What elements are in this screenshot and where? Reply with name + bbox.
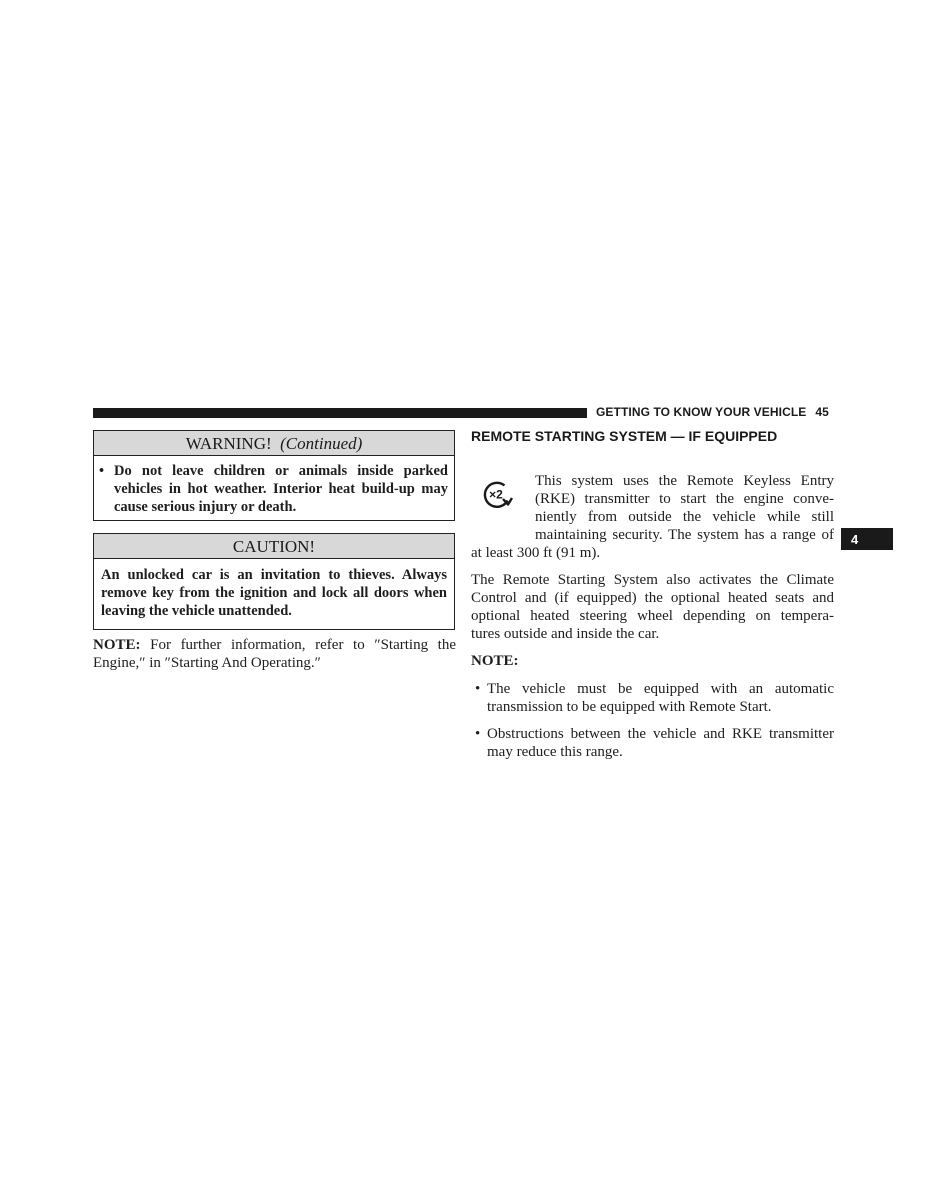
bullet-dot: •: [475, 726, 481, 742]
left-note: [93, 636, 456, 672]
climate-line: Control and (if equipped) the optional heated seats and: [471, 590, 834, 606]
caution-title: CAUTION!: [232, 537, 316, 556]
intro-line: niently from outside the vehicle while still: [535, 509, 834, 525]
caution-box: [93, 533, 455, 630]
climate-line: The Remote Starting System also activates the Climate: [471, 572, 834, 588]
header-rule: [93, 408, 587, 418]
warning-bullet: [94, 456, 454, 516]
note-heading: NOTE:: [471, 653, 519, 669]
left-note-label: NOTE:: [93, 637, 141, 653]
bullet-line: may reduce this range.: [487, 744, 623, 760]
warning-box: [93, 430, 455, 521]
remote-start-x2-icon: [474, 476, 520, 516]
note-bullet: [471, 680, 834, 716]
section-title: REMOTE STARTING SYSTEM — IF EQUIPPED: [471, 428, 778, 444]
caution-header: [94, 534, 454, 559]
warning-bullet-text: Do not leave children or animals inside parked vehicles in hot weather. Interior heat build-up may cause serious injury or death.: [114, 463, 448, 515]
bullet-dot: •: [475, 681, 481, 697]
intro-continuation: at least 300 ft (91 m).: [471, 545, 601, 561]
running-head-section: GETTING TO KNOW YOUR VEHICLE: [596, 405, 807, 419]
bullet-line: transmission to be equipped with Remote Start.: [487, 699, 772, 715]
warning-title: WARNING!: [185, 434, 272, 453]
climate-line: optional heated steering wheel depending on tempera-: [471, 608, 834, 624]
warning-subtitle: (Continued): [280, 434, 363, 453]
intro-line: This system uses the Remote Keyless Entry: [535, 473, 834, 489]
caution-body: An unlocked car is an invitation to thieves. Always remove key from the ignition and lock all doors when leaving the vehicle unattended.: [101, 567, 447, 619]
intro-line: (RKE) transmitter to start the engine conve-: [535, 491, 834, 507]
intro-line: maintaining security. The system has a range of: [535, 527, 834, 543]
page-number: 45: [815, 405, 829, 419]
bullet-line: The vehicle must be equipped with an automatic: [487, 681, 834, 697]
bullet-line: Obstructions between the vehicle and RKE transmitter: [487, 726, 834, 742]
left-note-text: For further information, refer to ″Starting the Engine,″ in ″Starting And Operating.″: [93, 637, 456, 671]
bullet-dot: •: [99, 463, 105, 479]
note-bullet: [471, 725, 834, 761]
remote-icon-label: ×2: [489, 487, 503, 502]
intro-paragraph: [535, 472, 834, 544]
climate-paragraph: [471, 571, 834, 643]
running-head: [596, 405, 829, 419]
warning-header: [94, 431, 454, 456]
climate-line: tures outside and inside the car.: [471, 626, 660, 642]
chapter-tab: 4: [841, 528, 893, 550]
